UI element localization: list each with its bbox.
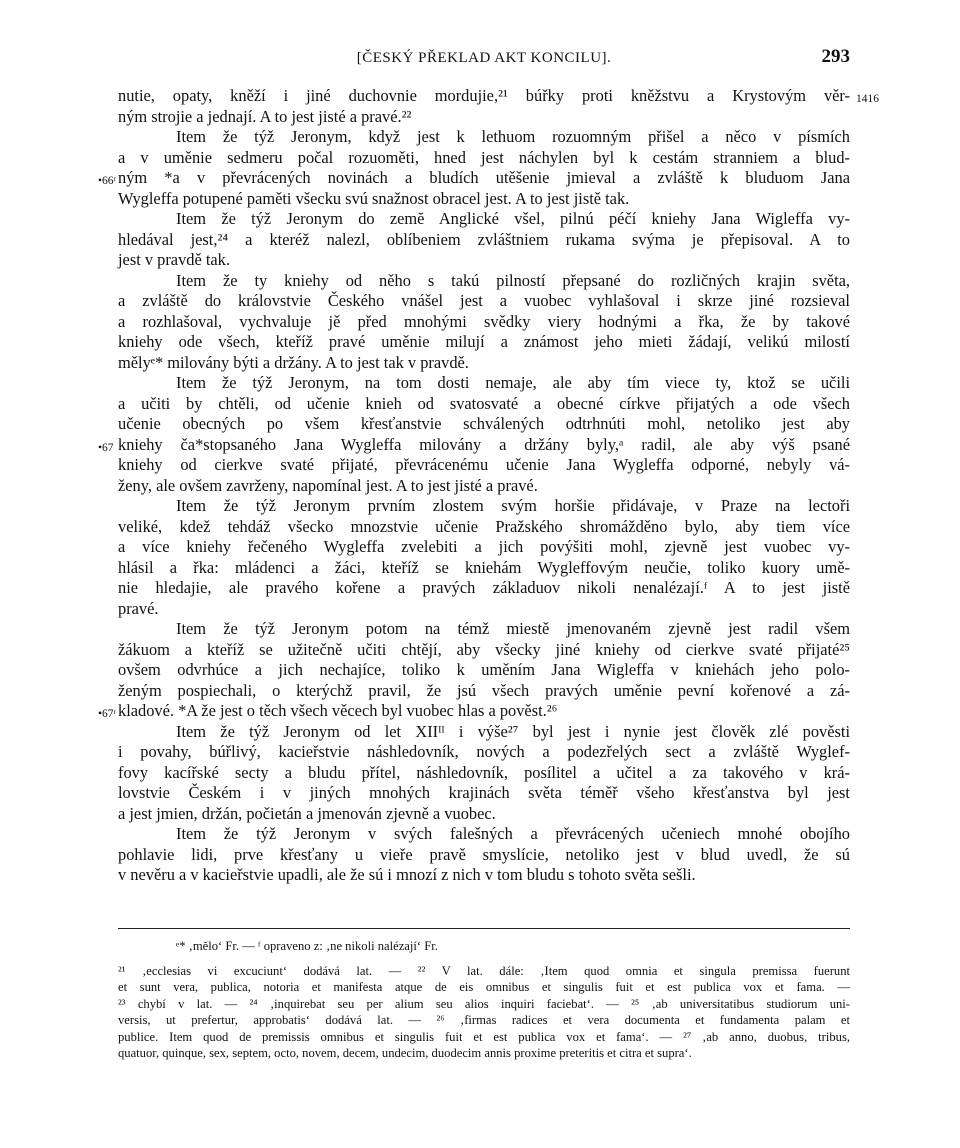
body-line: nutie, opaty, kněží i jiné duchovnie mordujie,²¹ búřky proti kněžstvu a Krystovým věr- 1416 (118, 86, 850, 107)
body-line: hledával jest,²⁴ a kteréž nalezl, oblíbeniem zvláštniem rukama svýma je přepisoval. A to (118, 229, 850, 249)
margin-year: 1416 (856, 93, 879, 105)
body-line: nie hledajie, ale pravého kořene a pravých základuov nikoli nenalézají.ᶠ A to jest jistě (118, 578, 850, 597)
body-line: Item že týž Jeronym potom na témž miestě jmenovaném zjevně jest radil všem (176, 619, 850, 638)
body-line: pohlavie lidi, prve křesťany u vieře pravě smyslície, netoliko jest v blud uvedl, že sú (118, 844, 850, 864)
body-line: fovy kacířské secty a bludu přítel, náshledovník, posílitel a učitel a za takového v krá- (118, 762, 850, 782)
footnote-line: ᵉ* ‚mělo‘ Fr. — ᶠ opraveno z: ‚ne nikoli nalézají‘ Fr. (176, 939, 438, 953)
margin-folio: •67ʳ (98, 708, 117, 720)
body-line: veliké, kdež tehdáž všecko mnozstvie učenie Pražského shromážděno bylo, aby tiem více (118, 516, 850, 536)
footnotes (118, 938, 850, 1062)
body-line: ným strojie a jednají. A to jest jisté a pravé.²² (118, 106, 412, 126)
body-line: •67 kniehy ča*stopsaného Jana Wygleffa milovány a držány byly,ᵃ radil, ale aby výš psané (118, 435, 850, 456)
body-line: Item že týž Jeronym od let XIIᴵᴵ i výše²⁷ byl jest i nynie jest člověk zlé pověsti (176, 721, 850, 741)
body-line: •67ʳ kladové. *A že jest o těch všech věcech byl vuobec hlas a pověst.²⁶ (118, 701, 850, 722)
running-head (118, 46, 850, 72)
footnote-line: quatuor, quinque, sex, septem, octo, novem, decem, undecim, duodecim annis proxime preteritis et citra et supra‘. (118, 1046, 692, 1060)
body-line: Item že ty kniehy od něho s takú pilností přepsané do rozličných krajin světa, (176, 270, 850, 290)
margin-folio: •66ʳ (98, 175, 117, 187)
footnote-line: publice. Item quod de premissis omnibus et singulis fuit et est publica vox et fama‘. — ²⁷ ‚ab anno, duobus, tribus, (118, 1029, 850, 1044)
body-line: a zvláště do královstvie Českého vnášel jest a vuobec vyhlašoval i skrze jiné rozsieval (118, 291, 850, 310)
body-line: a více kniehy řečeného Wygleffa zvelebiti a jich povýšiti mohl, zjevně jest vuobec vy- (118, 537, 850, 556)
body-line: žákuom a kteříž se užitečně učiti chtějí, aby všecky jiné kniehy od cierkve svaté přijaté²⁵ (118, 639, 850, 659)
body-line: ženým pospiechali, o kterýchž pravil, že jsú všech pravých uměnie pevní kořenové a zá- (118, 680, 850, 700)
margin-folio: •67 (98, 441, 114, 454)
body-line: a učiti by chtěli, od učenie knieh od svatosvaté a obecné církve přijatých a ode všech (118, 393, 850, 413)
body-line: mělyᵉ* milovány býti a držány. A to jest tak v pravdě. (118, 352, 469, 372)
footnote-line: ²¹ ‚ecclesias vi excuciunt‘ dodává lat. — ²² V lat. dále: ‚Item quod omnia et singula premissa fuerunt (118, 963, 850, 978)
body-line: •66ʳ ným *a v převrácených novinách a bludích utěšenie jmieval a zvláště k bluduom Jana (118, 168, 850, 189)
body-line: a jest jmien, držán, počietán a jmenován zjevně a vuobec. (118, 803, 496, 823)
body-text (98, 86, 879, 886)
page-number: 293 (821, 46, 850, 67)
body-line: v nevěru a v kacieřstvie upadli, ale že sú i mnozí z nich v tom bludu s tohoto světa sešli. (118, 865, 696, 884)
body-line: a rozhlašoval, vychvaluje jě před mnohými svědky viery hodnými a řka, že by takové (118, 311, 850, 331)
body-line: hlásil a řka: mládenci a žáci, kteříž se kniehám Wygleffovým neučie, toliko kuory umě- (118, 557, 850, 577)
footnote-line: versis, ut prefertur, approbatis‘ dodává lat. — ²⁶ ‚firmas radices et vera documenta et fundamenta palam et (118, 1013, 850, 1027)
body-line: kniehy ode všech, kteříž pravé uměnie milují a známost jeho mieti žádají, velikú milostí (118, 332, 850, 351)
body-line: Item že týž Jeronym v svých falešných a převrácených učeniech mnohé obojího (176, 824, 850, 843)
footnote-line: ²³ chybí v lat. — ²⁴ ‚inquirebat seu per alium seu alios inquiri faciebat‘. — ²⁵ ‚ab universitatibus studiorum uni- (118, 996, 850, 1011)
body-line: Wygleffa potupené paměti všecku svú snažnost obracel jest. A to jest jistě tak. (118, 188, 630, 208)
body-line: Item že týž Jeronym, na tom dosti nemaje, ale aby tím viece ty, ktož se učili (176, 373, 850, 392)
body-line: Item že týž Jeronym prvním zlostem svým horšie přidávaje, v Praze na lectoři (176, 496, 850, 515)
body-line: Item že týž Jeronym, když jest k lethuom rozuomným přišel a něco v písmích (176, 127, 850, 146)
body-line: lovstvie Českém i v jiných mnohých krajinách světa téměř všeho křesťanstva byl jest (118, 783, 850, 802)
body-line: jest v pravdě tak. (118, 250, 230, 269)
body-line: a v uměnie sedmeru počal rozuoměti, hned jest náchylen byl k cestám stranniem a blud- (118, 147, 850, 167)
body-line: kniehy od cierkve svaté přijaté, převrácenému učenie Jana Wygleffa odporné, nebyly vá- (118, 455, 850, 474)
body-line: ovšem odvrhúce a jich nechajíce, toliko k uměním Jana Wigleffa v kniehách jeho polo- (118, 660, 850, 679)
running-title: [ČESKÝ PŘEKLAD AKT KONCILU]. (356, 50, 612, 66)
body-line: pravé. (118, 598, 159, 618)
body-line: i povahy, búřlivý, kacieřstvie náshledovník, nových a podezřelých sect a zvláště Wyglef- (118, 742, 850, 761)
body-line: Item že týž Jeronym do zemĕ Anglické všel, pilnú péčí kniehy Jana Wigleffa vy- (176, 209, 850, 228)
footnote-divider (118, 928, 850, 929)
body-line: ženy, ale ovšem zavrženy, napomínal jest. A to jest jisté a pravé. (118, 475, 538, 495)
footnote-line: et sunt vera, publica, notoria et manifesta atque de eis omnibus et singulis fuit et est publica vox et fama. — (118, 980, 850, 994)
body-line: učenie obecných po všem křesťanstvie schválených odtrhnúti mohl, netoliko jest aby (118, 414, 850, 433)
